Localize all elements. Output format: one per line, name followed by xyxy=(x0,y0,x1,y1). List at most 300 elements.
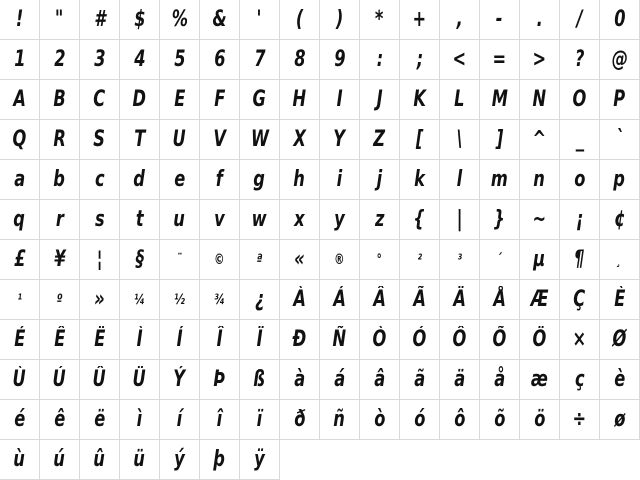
glyph-cell[interactable] xyxy=(0,440,40,480)
glyph-cell[interactable] xyxy=(40,120,80,160)
glyph-cell[interactable] xyxy=(40,240,80,280)
glyph-character: î xyxy=(216,406,223,432)
glyph-cell[interactable] xyxy=(600,360,640,400)
glyph-cell[interactable] xyxy=(200,240,240,280)
glyph-character: ? xyxy=(574,46,585,72)
glyph-cell-empty[interactable] xyxy=(520,440,560,480)
glyph-cell-empty[interactable] xyxy=(320,440,360,480)
glyph-cell[interactable] xyxy=(600,120,640,160)
glyph-cell[interactable] xyxy=(440,40,480,80)
glyph-cell[interactable] xyxy=(480,0,520,40)
glyph-cell[interactable] xyxy=(160,400,200,440)
glyph-cell[interactable] xyxy=(480,240,520,280)
glyph-character: V xyxy=(213,126,226,152)
glyph-cell[interactable] xyxy=(80,120,120,160)
glyph-cell[interactable] xyxy=(160,0,200,40)
glyph-cell[interactable] xyxy=(440,160,480,200)
glyph-cell[interactable] xyxy=(560,160,600,200)
glyph-cell[interactable] xyxy=(360,120,400,160)
glyph-character: | xyxy=(456,206,463,232)
glyph-cell[interactable] xyxy=(80,0,120,40)
glyph-character: ý xyxy=(174,446,185,472)
glyph-character: ¹ xyxy=(17,291,22,308)
glyph-character: £ xyxy=(13,246,26,272)
glyph-cell[interactable] xyxy=(40,0,80,40)
glyph-character: õ xyxy=(493,406,506,432)
glyph-cell[interactable] xyxy=(480,160,520,200)
glyph-cell[interactable] xyxy=(200,200,240,240)
glyph-cell[interactable] xyxy=(320,120,360,160)
glyph-cell[interactable] xyxy=(600,40,640,80)
glyph-cell[interactable] xyxy=(440,80,480,120)
glyph-character: ! xyxy=(15,6,24,32)
glyph-character: ) xyxy=(335,6,344,32)
glyph-cell[interactable] xyxy=(600,160,640,200)
glyph-cell[interactable] xyxy=(480,360,520,400)
glyph-cell[interactable] xyxy=(320,320,360,360)
glyph-character: Ë xyxy=(93,326,106,352)
glyph-cell[interactable] xyxy=(560,200,600,240)
glyph-character: q xyxy=(13,206,26,232)
glyph-cell[interactable] xyxy=(240,280,280,320)
glyph-cell[interactable] xyxy=(480,400,520,440)
glyph-character: O xyxy=(572,86,587,112)
glyph-character: E xyxy=(173,86,186,112)
glyph-cell[interactable] xyxy=(400,120,440,160)
glyph-cell[interactable] xyxy=(560,320,600,360)
glyph-cell[interactable] xyxy=(80,280,120,320)
glyph-character: ß xyxy=(253,366,266,392)
glyph-cell[interactable] xyxy=(280,0,320,40)
glyph-cell[interactable] xyxy=(120,440,160,480)
glyph-cell[interactable] xyxy=(520,240,560,280)
glyph-cell[interactable] xyxy=(600,320,640,360)
glyph-cell[interactable] xyxy=(360,320,400,360)
glyph-cell[interactable] xyxy=(240,200,280,240)
glyph-cell[interactable] xyxy=(120,240,160,280)
glyph-character: í xyxy=(176,406,183,432)
glyph-character: # xyxy=(93,6,106,32)
glyph-cell[interactable] xyxy=(200,0,240,40)
glyph-character: û xyxy=(93,446,106,472)
glyph-cell[interactable] xyxy=(280,120,320,160)
glyph-character: ô xyxy=(453,406,466,432)
glyph-cell[interactable] xyxy=(480,320,520,360)
glyph-cell[interactable] xyxy=(560,120,600,160)
glyph-cell[interactable] xyxy=(160,80,200,120)
glyph-cell[interactable] xyxy=(400,240,440,280)
glyph-character: ä xyxy=(454,366,465,392)
glyph-character: 9 xyxy=(333,46,346,72)
glyph-cell[interactable] xyxy=(560,0,600,40)
glyph-cell[interactable] xyxy=(560,400,600,440)
glyph-cell[interactable] xyxy=(440,320,480,360)
glyph-character: ² xyxy=(417,251,422,268)
glyph-cell[interactable] xyxy=(120,360,160,400)
glyph-cell[interactable] xyxy=(240,360,280,400)
glyph-character: ú xyxy=(53,446,66,472)
glyph-character: « xyxy=(294,246,305,272)
glyph-character: É xyxy=(13,326,26,352)
glyph-character: _ xyxy=(575,126,584,152)
glyph-character: ¶ xyxy=(574,246,585,272)
glyph-character: " xyxy=(55,6,64,32)
glyph-cell[interactable] xyxy=(400,200,440,240)
glyph-cell[interactable] xyxy=(120,80,160,120)
glyph-cell[interactable] xyxy=(0,320,40,360)
glyph-cell[interactable] xyxy=(160,120,200,160)
glyph-cell[interactable] xyxy=(360,200,400,240)
glyph-character: ¿ xyxy=(254,286,265,312)
glyph-character: Í xyxy=(176,326,183,352)
glyph-cell[interactable] xyxy=(280,200,320,240)
glyph-cell[interactable] xyxy=(0,200,40,240)
glyph-cell[interactable] xyxy=(520,400,560,440)
glyph-cell[interactable] xyxy=(400,400,440,440)
glyph-cell[interactable] xyxy=(200,400,240,440)
glyph-cell[interactable] xyxy=(520,80,560,120)
glyph-cell[interactable] xyxy=(0,400,40,440)
glyph-character: Ô xyxy=(452,326,467,352)
glyph-cell[interactable] xyxy=(520,200,560,240)
glyph-character: S xyxy=(93,126,106,152)
glyph-cell[interactable] xyxy=(360,240,400,280)
glyph-cell[interactable] xyxy=(280,80,320,120)
glyph-cell[interactable] xyxy=(520,120,560,160)
glyph-cell[interactable] xyxy=(360,400,400,440)
glyph-cell[interactable] xyxy=(80,80,120,120)
glyph-character: B xyxy=(53,86,66,112)
glyph-cell[interactable] xyxy=(280,320,320,360)
glyph-cell[interactable] xyxy=(280,280,320,320)
glyph-cell[interactable] xyxy=(320,240,360,280)
glyph-cell[interactable] xyxy=(200,360,240,400)
glyph-character: + xyxy=(412,6,427,32)
glyph-cell[interactable] xyxy=(360,40,400,80)
glyph-character: à xyxy=(294,366,305,392)
glyph-cell[interactable] xyxy=(0,360,40,400)
glyph-cell[interactable] xyxy=(320,0,360,40)
glyph-character: Ö xyxy=(532,326,547,352)
glyph-cell[interactable] xyxy=(200,120,240,160)
glyph-character: m xyxy=(491,166,508,192)
glyph-cell[interactable] xyxy=(120,0,160,40)
glyph-character: M xyxy=(491,86,508,112)
glyph-cell[interactable] xyxy=(40,80,80,120)
glyph-cell[interactable] xyxy=(240,120,280,160)
glyph-character: ¸ xyxy=(616,251,623,268)
glyph-cell[interactable] xyxy=(560,280,600,320)
glyph-character: ï xyxy=(256,406,263,432)
glyph-cell[interactable] xyxy=(480,120,520,160)
glyph-cell[interactable] xyxy=(440,200,480,240)
glyph-cell-empty[interactable] xyxy=(600,440,640,480)
glyph-character: y xyxy=(334,206,345,232)
glyph-character: × xyxy=(572,326,587,352)
glyph-character: å xyxy=(494,366,505,392)
glyph-cell[interactable] xyxy=(120,120,160,160)
glyph-cell[interactable] xyxy=(600,80,640,120)
glyph-character: N xyxy=(532,86,547,112)
glyph-cell[interactable] xyxy=(440,360,480,400)
glyph-character: H xyxy=(292,86,307,112)
glyph-character: ¢ xyxy=(613,206,626,232)
glyph-character: é xyxy=(13,406,26,432)
glyph-character: a xyxy=(14,166,25,192)
glyph-character: 2 xyxy=(53,46,66,72)
glyph-cell[interactable] xyxy=(280,240,320,280)
glyph-character: I xyxy=(336,86,343,112)
glyph-cell[interactable] xyxy=(80,200,120,240)
glyph-cell[interactable] xyxy=(360,80,400,120)
glyph-character: G xyxy=(252,86,267,112)
glyph-cell[interactable] xyxy=(320,200,360,240)
glyph-cell-empty[interactable] xyxy=(480,440,520,480)
glyph-cell[interactable] xyxy=(160,360,200,400)
glyph-cell[interactable] xyxy=(280,160,320,200)
glyph-cell[interactable] xyxy=(0,280,40,320)
glyph-character: Ê xyxy=(53,326,66,352)
glyph-cell[interactable] xyxy=(560,40,600,80)
glyph-cell[interactable] xyxy=(600,400,640,440)
glyph-cell[interactable] xyxy=(160,160,200,200)
glyph-character: Û xyxy=(92,366,107,392)
glyph-cell[interactable] xyxy=(120,200,160,240)
glyph-cell[interactable] xyxy=(520,0,560,40)
glyph-cell[interactable] xyxy=(360,360,400,400)
glyph-cell[interactable] xyxy=(440,400,480,440)
glyph-character: p xyxy=(613,166,626,192)
glyph-cell[interactable] xyxy=(200,280,240,320)
glyph-cell-empty[interactable] xyxy=(440,440,480,480)
glyph-cell[interactable] xyxy=(400,360,440,400)
glyph-cell[interactable] xyxy=(320,40,360,80)
glyph-character: ¥ xyxy=(53,246,66,272)
glyph-cell[interactable] xyxy=(160,440,200,480)
glyph-cell[interactable] xyxy=(200,80,240,120)
glyph-character: s xyxy=(94,206,105,232)
glyph-character: ` xyxy=(615,126,624,152)
glyph-character: ½ xyxy=(174,291,185,308)
glyph-cell[interactable] xyxy=(520,360,560,400)
glyph-character: & xyxy=(212,6,227,32)
glyph-cell[interactable] xyxy=(0,0,40,40)
glyph-cell[interactable] xyxy=(160,320,200,360)
glyph-cell[interactable] xyxy=(320,280,360,320)
glyph-cell[interactable] xyxy=(80,360,120,400)
glyph-cell[interactable] xyxy=(40,40,80,80)
glyph-cell-empty[interactable] xyxy=(400,440,440,480)
glyph-cell[interactable] xyxy=(160,280,200,320)
glyph-cell[interactable] xyxy=(560,240,600,280)
glyph-character: f xyxy=(215,166,224,192)
glyph-cell[interactable] xyxy=(320,360,360,400)
glyph-character: ð xyxy=(293,406,306,432)
glyph-cell[interactable] xyxy=(40,160,80,200)
glyph-cell[interactable] xyxy=(0,40,40,80)
glyph-cell[interactable] xyxy=(600,0,640,40)
glyph-character: 0 xyxy=(613,6,626,32)
glyph-cell[interactable] xyxy=(200,40,240,80)
glyph-cell[interactable] xyxy=(440,120,480,160)
glyph-cell[interactable] xyxy=(360,0,400,40)
glyph-character: F xyxy=(213,86,226,112)
glyph-character: ( xyxy=(295,6,304,32)
glyph-character: Ü xyxy=(132,366,147,392)
glyph-cell[interactable] xyxy=(360,280,400,320)
glyph-cell[interactable] xyxy=(40,400,80,440)
glyph-character: j xyxy=(376,166,383,192)
glyph-character: © xyxy=(214,251,225,268)
glyph-character: Å xyxy=(493,286,506,312)
glyph-cell[interactable] xyxy=(600,280,640,320)
glyph-character: w xyxy=(251,206,267,232)
glyph-cell[interactable] xyxy=(400,280,440,320)
glyph-cell[interactable] xyxy=(80,440,120,480)
glyph-character: h xyxy=(293,166,306,192)
glyph-cell[interactable] xyxy=(400,160,440,200)
glyph-character: Õ xyxy=(492,326,507,352)
glyph-character: § xyxy=(135,246,144,272)
glyph-cell[interactable] xyxy=(240,0,280,40)
glyph-cell[interactable] xyxy=(40,360,80,400)
glyph-cell[interactable] xyxy=(120,160,160,200)
glyph-cell[interactable] xyxy=(440,280,480,320)
glyph-cell[interactable] xyxy=(240,80,280,120)
glyph-cell[interactable] xyxy=(240,240,280,280)
glyph-character: Ì xyxy=(136,326,143,352)
glyph-character: â xyxy=(374,366,385,392)
glyph-character: c xyxy=(94,166,105,192)
glyph-character: \ xyxy=(456,126,463,152)
glyph-cell[interactable] xyxy=(240,40,280,80)
glyph-cell-empty[interactable] xyxy=(560,440,600,480)
glyph-cell[interactable] xyxy=(240,160,280,200)
glyph-cell[interactable] xyxy=(280,40,320,80)
glyph-cell[interactable] xyxy=(440,240,480,280)
glyph-cell[interactable] xyxy=(320,400,360,440)
glyph-cell[interactable] xyxy=(80,400,120,440)
glyph-character: : xyxy=(376,46,383,72)
glyph-cell[interactable] xyxy=(200,160,240,200)
glyph-character: X xyxy=(293,126,306,152)
glyph-cell[interactable] xyxy=(480,200,520,240)
glyph-character: ÿ xyxy=(254,446,265,472)
glyph-character: C xyxy=(93,86,106,112)
glyph-cell[interactable] xyxy=(80,320,120,360)
glyph-cell[interactable] xyxy=(0,240,40,280)
glyph-character: < xyxy=(452,46,467,72)
glyph-cell[interactable] xyxy=(480,280,520,320)
glyph-cell[interactable] xyxy=(120,400,160,440)
glyph-cell[interactable] xyxy=(40,320,80,360)
glyph-cell[interactable] xyxy=(400,0,440,40)
glyph-cell[interactable] xyxy=(400,40,440,80)
glyph-cell[interactable] xyxy=(400,320,440,360)
glyph-cell[interactable] xyxy=(320,160,360,200)
glyph-cell[interactable] xyxy=(600,200,640,240)
glyph-character: Ø xyxy=(612,326,627,352)
glyph-cell[interactable] xyxy=(560,80,600,120)
glyph-character: ³ xyxy=(457,251,462,268)
glyph-cell[interactable] xyxy=(120,320,160,360)
glyph-character: Ä xyxy=(453,286,466,312)
glyph-character: t xyxy=(135,206,144,232)
glyph-character: Ò xyxy=(372,326,387,352)
glyph-cell[interactable] xyxy=(160,200,200,240)
glyph-cell[interactable] xyxy=(40,280,80,320)
glyph-cell[interactable] xyxy=(360,160,400,200)
glyph-cell[interactable] xyxy=(600,240,640,280)
glyph-cell[interactable] xyxy=(240,320,280,360)
glyph-cell[interactable] xyxy=(400,80,440,120)
glyph-character: ù xyxy=(13,446,26,472)
glyph-cell[interactable] xyxy=(240,440,280,480)
glyph-character: ë xyxy=(93,406,106,432)
glyph-cell[interactable] xyxy=(560,360,600,400)
glyph-character: g xyxy=(253,166,266,192)
glyph-character: - xyxy=(496,6,503,32)
glyph-cell[interactable] xyxy=(160,40,200,80)
glyph-cell[interactable] xyxy=(0,160,40,200)
glyph-cell[interactable] xyxy=(520,320,560,360)
glyph-cell[interactable] xyxy=(0,80,40,120)
glyph-cell-empty[interactable] xyxy=(280,440,320,480)
glyph-character: Ã xyxy=(413,286,426,312)
glyph-cell[interactable] xyxy=(80,160,120,200)
glyph-cell[interactable] xyxy=(320,80,360,120)
glyph-character: { xyxy=(413,206,426,232)
glyph-cell[interactable] xyxy=(200,440,240,480)
glyph-character: Ï xyxy=(256,326,263,352)
glyph-cell[interactable] xyxy=(40,440,80,480)
glyph-character: } xyxy=(493,206,506,232)
glyph-cell[interactable] xyxy=(280,360,320,400)
glyph-cell[interactable] xyxy=(440,0,480,40)
glyph-character: ¼ xyxy=(134,291,145,308)
glyph-cell[interactable] xyxy=(480,80,520,120)
glyph-character: ø xyxy=(613,406,626,432)
glyph-cell[interactable] xyxy=(120,280,160,320)
glyph-cell[interactable] xyxy=(120,40,160,80)
glyph-character: Ù xyxy=(12,366,27,392)
glyph-cell[interactable] xyxy=(0,120,40,160)
glyph-character: Ó xyxy=(412,326,427,352)
glyph-character: R xyxy=(53,126,66,152)
glyph-character: Y xyxy=(333,126,346,152)
glyph-character: J xyxy=(376,86,383,112)
glyph-character: ^ xyxy=(532,126,547,152)
glyph-cell[interactable] xyxy=(40,200,80,240)
glyph-character: ª xyxy=(256,251,263,268)
glyph-character: ö xyxy=(533,406,546,432)
glyph-cell[interactable] xyxy=(200,320,240,360)
glyph-cell[interactable] xyxy=(520,280,560,320)
glyph-cell[interactable] xyxy=(80,40,120,80)
glyph-cell[interactable] xyxy=(480,40,520,80)
glyph-cell[interactable] xyxy=(520,160,560,200)
glyph-cell[interactable] xyxy=(240,400,280,440)
glyph-cell[interactable] xyxy=(280,400,320,440)
glyph-cell[interactable] xyxy=(520,40,560,80)
glyph-character: * xyxy=(375,6,384,32)
glyph-character: u xyxy=(173,206,186,232)
glyph-cell[interactable] xyxy=(80,240,120,280)
glyph-cell-empty[interactable] xyxy=(360,440,400,480)
glyph-character: L xyxy=(454,86,465,112)
glyph-cell[interactable] xyxy=(160,240,200,280)
glyph-character: º xyxy=(56,291,63,308)
